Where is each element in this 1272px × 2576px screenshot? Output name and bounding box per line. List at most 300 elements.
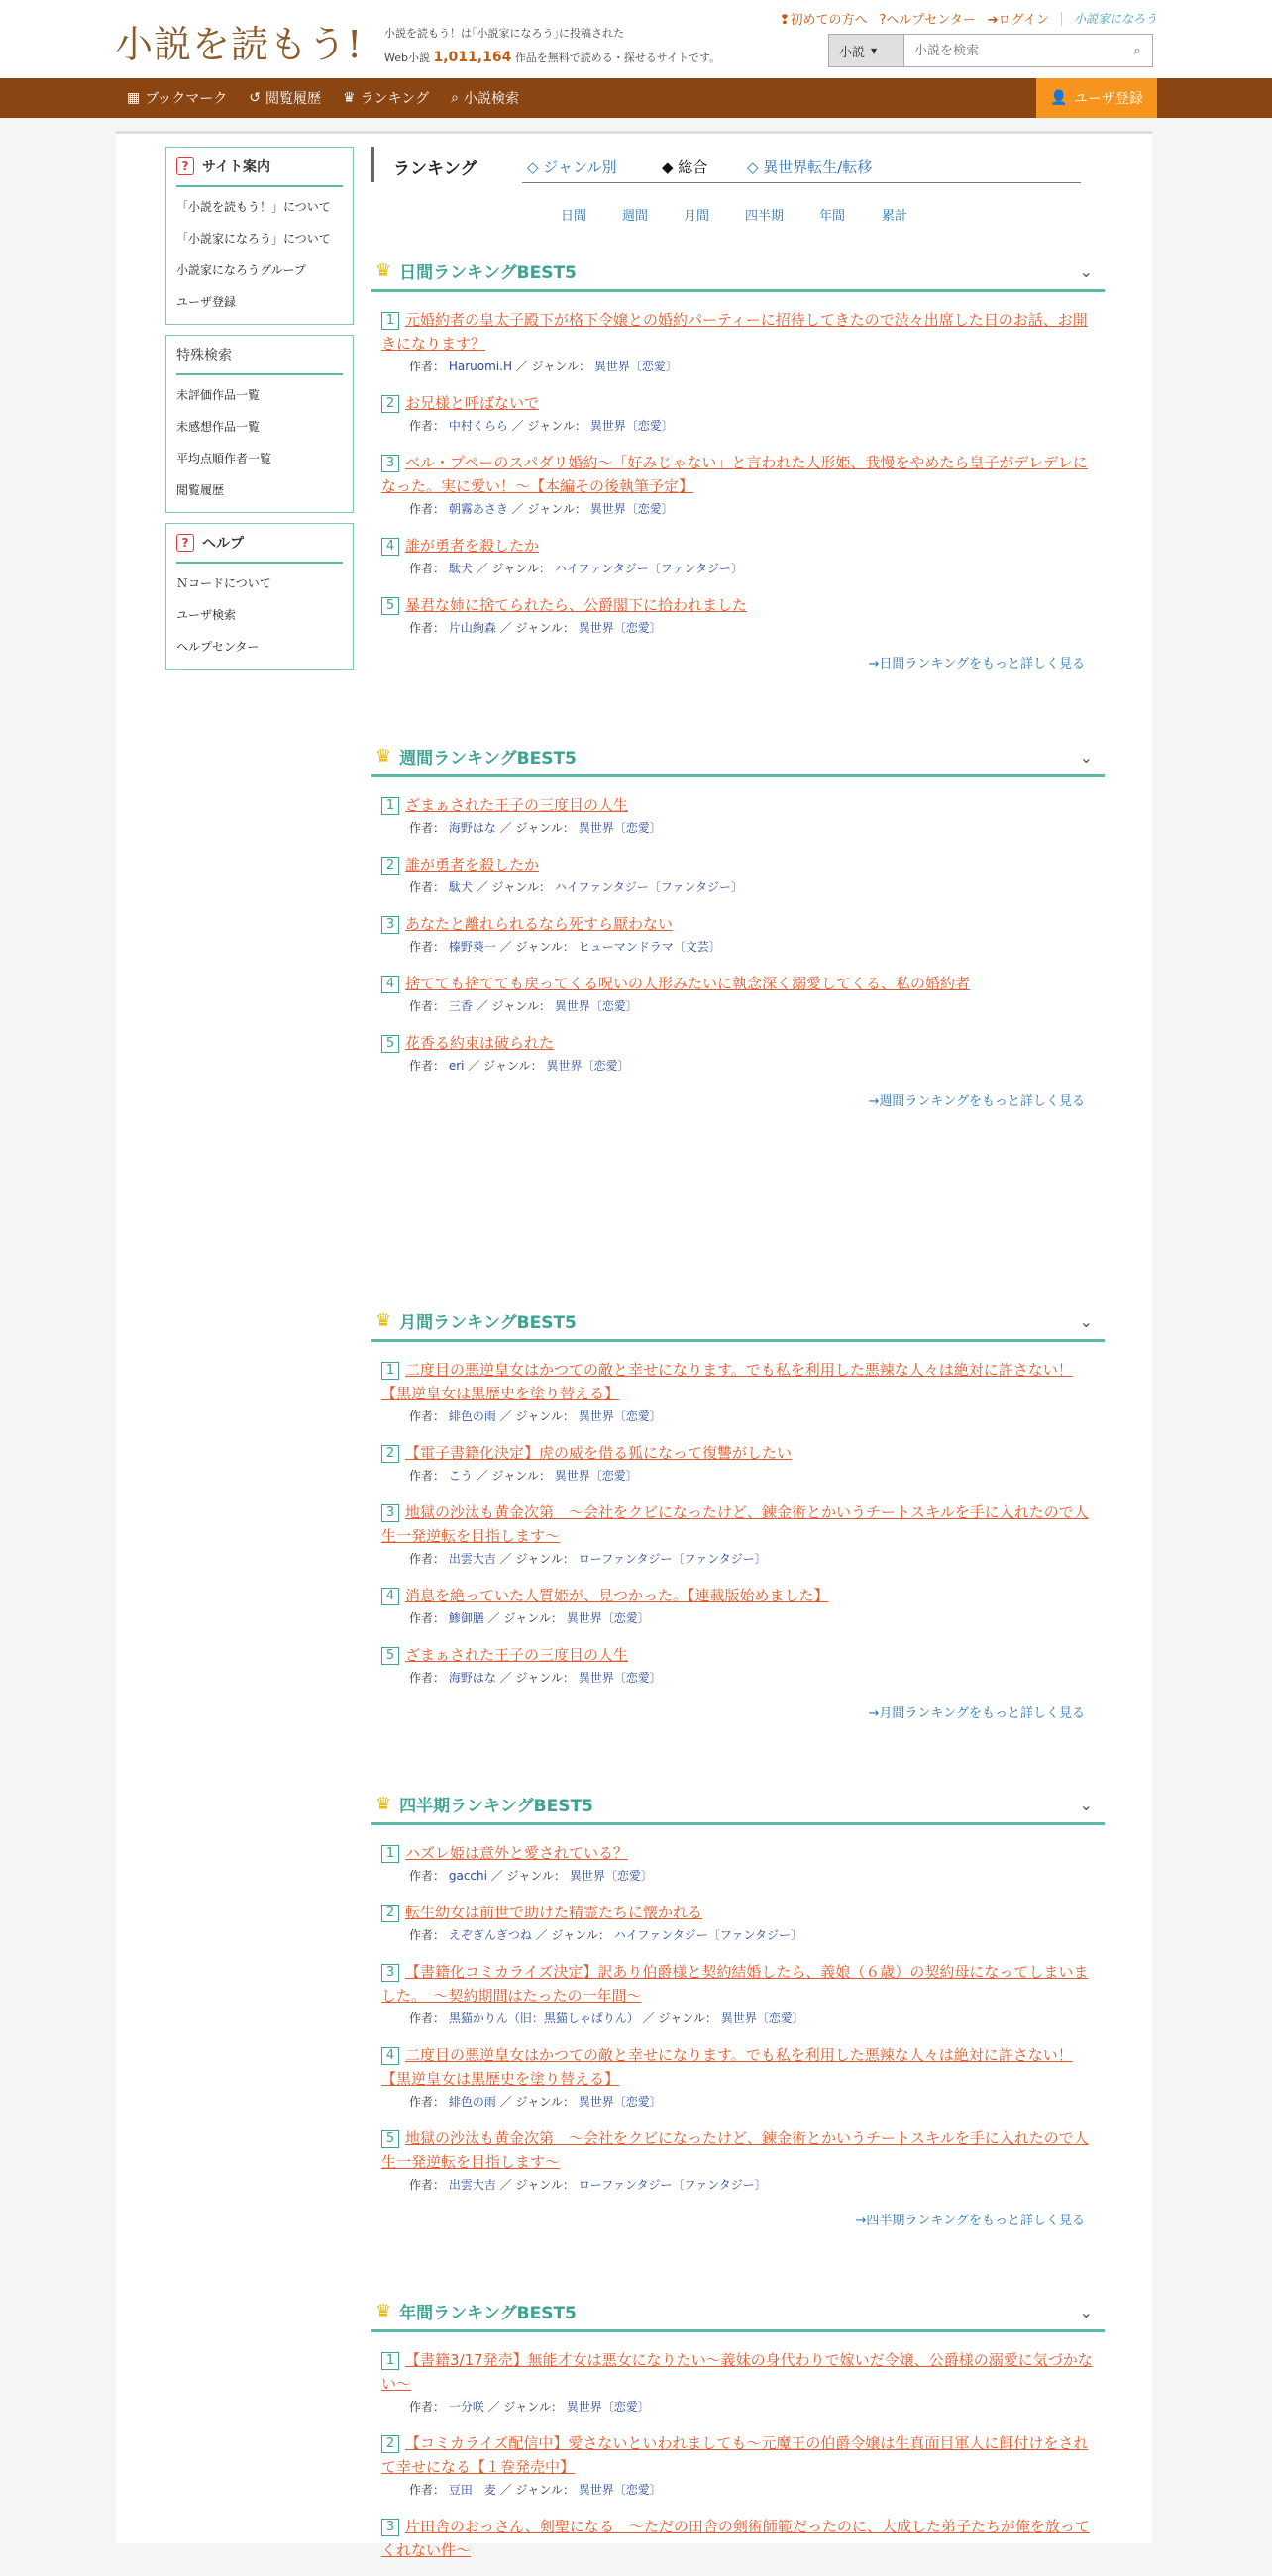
- novel-title-link[interactable]: 【書籍化コミカライズ決定】訳あり伯爵様と契約結婚したら、義娘（６歳）の契約母になってしまいました。 ～契約期間はたったの一年間～: [381, 1963, 1089, 2005]
- more-ranking-link[interactable]: →週間ランキングをもっと詳しく見る: [868, 1094, 1085, 1109]
- genre-label: ジャンル：: [491, 1469, 551, 1483]
- tagline-prefix: Web小説: [384, 52, 430, 64]
- rank-badge: 1: [381, 312, 399, 330]
- period-cumulative[interactable]: 累計: [882, 209, 908, 224]
- user-icon: 👤: [1050, 90, 1068, 106]
- genre-link[interactable]: 異世界〔恋愛〕: [578, 821, 662, 835]
- novel-meta: 作者： 鯵御膳 ／ ジャンル： 異世界〔恋愛〕: [409, 1611, 650, 1625]
- rank-line: [381, 1500, 1095, 1548]
- novel-meta: 作者： えぞぎんぎつね ／ ジャンル： ハイファンタジー〔ファンタジー〕: [409, 1928, 802, 1942]
- rank-badge: 2: [381, 395, 399, 413]
- site-guide-title-text: サイト案内: [202, 159, 271, 175]
- tagline-suffix: 作品を無料で読める・探せるサイトです。: [514, 52, 721, 64]
- rank-badge: 3: [381, 2519, 399, 2536]
- search-input[interactable]: [904, 35, 1122, 66]
- author-label: 作者：: [409, 2400, 446, 2414]
- novel-title-link[interactable]: ベル・プペーのスパダリ婚約～「好みじゃない」と言われた人形姫、我慢をやめたら皇子がデレデレになった。実に愛い！～【本編その後執筆予定】: [381, 454, 1088, 495]
- genre-link[interactable]: ハイファンタジー〔ファンタジー〕: [613, 1928, 802, 1942]
- rank-line: [381, 2043, 1095, 2091]
- tab-overall[interactable]: ◆ 総合: [662, 158, 708, 176]
- crown-icon: ♛: [375, 746, 392, 767]
- author-link[interactable]: 一分咲: [448, 2400, 484, 2414]
- author-link[interactable]: えぞぎんぎつね: [448, 1928, 532, 1942]
- author-label: 作者：: [409, 999, 446, 1013]
- novel-title-link[interactable]: 消息を絶っていた人質姫が、見つかった。【連載版始めました】: [405, 1587, 829, 1604]
- ranking-list: [371, 2332, 1105, 2562]
- genre-link[interactable]: ローファンタジー〔ファンタジー〕: [578, 1552, 767, 1566]
- novel-meta: 作者： gacchi ／ ジャンル： 異世界〔恋愛〕: [409, 1869, 653, 1883]
- more-ranking-link[interactable]: →四半期ランキングをもっと詳しく見る: [855, 2214, 1085, 2228]
- genre-label: ジャンル：: [491, 999, 551, 1013]
- user-register-label: ユーザ登録: [1073, 91, 1143, 107]
- crown-icon: ♛: [343, 90, 356, 106]
- author-link[interactable]: gacchi: [448, 1869, 487, 1883]
- ranking-section: [371, 2293, 1105, 2576]
- login-label: ログイン: [998, 13, 1049, 28]
- author-link[interactable]: 緋色の雨: [448, 2095, 496, 2109]
- rank-line: [381, 793, 1095, 817]
- sidebar-item-user-search[interactable]: ユーザ検索: [176, 608, 237, 622]
- novel-title-link[interactable]: 転生幼女は前世で助けた精霊たちに懐かれる: [405, 1904, 703, 1921]
- genre-label: ジャンル：: [491, 880, 551, 894]
- more-ranking-row: [371, 1702, 1085, 1721]
- tab-underline: [522, 182, 1081, 183]
- rank-line: [381, 2348, 1095, 2396]
- novel-meta: 作者： 一分咲 ／ ジャンル： 異世界〔恋愛〕: [409, 2400, 650, 2414]
- period-weekly[interactable]: 週間: [622, 209, 649, 224]
- ranking-list: [371, 1825, 1105, 2196]
- genre-link[interactable]: 異世界〔恋愛〕: [578, 1671, 662, 1685]
- rank-badge: 2: [381, 1905, 399, 1922]
- search-category-select[interactable]: [829, 35, 904, 66]
- novel-title-link[interactable]: 地獄の沙汰も黄金次第 ～会社をクビになったけど、錬金術とかいうチートスキルを手に入れたので人生一発逆転を目指します～: [381, 2129, 1089, 2171]
- novel-title-link[interactable]: 【書籍3/17発売】無能才女は悪女になりたい～義妹の身代わりで嫁いだ令嬢、公爵様の溺愛に気づかない～: [381, 2351, 1093, 2393]
- list-item: [381, 534, 1095, 579]
- rank-badge: 2: [381, 857, 399, 875]
- login-link[interactable]: [988, 9, 1049, 28]
- genre-label: ジャンル：: [515, 821, 575, 835]
- period-yearly[interactable]: 年間: [819, 209, 846, 224]
- ranking-section: [371, 738, 1105, 1109]
- period-daily[interactable]: 日間: [561, 209, 587, 224]
- rank-line: [381, 1901, 1095, 1924]
- search-icon: ⌕: [451, 90, 459, 106]
- help-title-text: ヘルプ: [202, 536, 244, 552]
- rank-badge: 5: [381, 2130, 399, 2148]
- author-link[interactable]: 朝霧あさき: [448, 502, 508, 516]
- crown-icon: ♛: [375, 1794, 392, 1814]
- list-item: [381, 2126, 1095, 2196]
- rank-badge: 5: [381, 1647, 399, 1665]
- author-label: 作者：: [409, 2483, 446, 2497]
- question-icon: ?: [879, 13, 887, 28]
- sidebar-item-help-center[interactable]: ヘルプセンター: [176, 640, 260, 654]
- novel-title-link[interactable]: 誰が勇者を殺したか: [405, 856, 540, 874]
- author-link[interactable]: 海野はな: [448, 821, 496, 835]
- section-title: 日間ランキングBEST5: [399, 263, 577, 283]
- author-label: 作者：: [409, 1671, 446, 1685]
- novel-title-link[interactable]: 花香る約束は破られた: [405, 1034, 555, 1052]
- ranking-list: [371, 1342, 1105, 1689]
- genre-link[interactable]: 異世界〔恋愛〕: [589, 419, 674, 433]
- list-item: [381, 1500, 1095, 1570]
- rank-badge: 3: [381, 455, 399, 472]
- rank-badge: 1: [381, 1845, 399, 1863]
- genre-link[interactable]: 異世界〔恋愛〕: [566, 2400, 650, 2414]
- novel-title-link[interactable]: 二度目の悪逆皇女はかつての敵と幸せになります。でも私を利用した悪辣な人々は絶対に許さない！【黒逆皇女は黒歴史を塗り替える】: [381, 2046, 1073, 2088]
- novel-title-link[interactable]: 暴君な姉に捨てられたら、公爵閣下に拾われました: [405, 596, 748, 614]
- rank-line: [381, 2126, 1095, 2174]
- novel-title-link[interactable]: 片田舎のおっさん、剣聖になる ～ただの田舎の剣術師範だったのに、大成した弟子たちが俺を放ってくれない件～: [381, 2518, 1090, 2559]
- author-link[interactable]: 出雲大吉: [448, 2178, 496, 2192]
- list-item: [381, 1031, 1095, 1077]
- list-item: [381, 793, 1095, 839]
- author-label: 作者：: [409, 1409, 446, 1423]
- novel-meta: 作者： eri ／ ジャンル： 異世界〔恋愛〕: [409, 1059, 630, 1073]
- ranking-list: [371, 292, 1105, 639]
- list-item: [381, 593, 1095, 639]
- ranking-section: [371, 1302, 1105, 1721]
- author-link[interactable]: 鯵御膳: [448, 1611, 484, 1625]
- list-item: [381, 1960, 1095, 2029]
- author-label: 作者：: [409, 419, 446, 433]
- genre-link[interactable]: 異世界〔恋愛〕: [578, 2095, 662, 2109]
- novel-title-link[interactable]: 地獄の沙汰も黄金次第 ～会社をクビになったけど、錬金術とかいうチートスキルを手に入れたので人生一発逆転を目指します～: [381, 1503, 1089, 1545]
- question-icon: ?: [176, 534, 194, 552]
- novel-meta: 作者： こう ／ ジャンル： 異世界〔恋愛〕: [409, 1469, 638, 1483]
- sidebar-special-search-title: 特殊検索: [176, 336, 343, 375]
- genre-link[interactable]: 異世界〔恋愛〕: [578, 621, 662, 635]
- author-link[interactable]: 緋色の雨: [448, 1409, 496, 1423]
- search-category-value: 小説: [839, 45, 866, 60]
- novel-meta: 作者： 豆田 麦 ／ ジャンル： 異世界〔恋愛〕: [409, 2483, 662, 2497]
- tab-isekai[interactable]: ◇ 異世界転生/転移: [747, 158, 873, 176]
- list-item: [381, 308, 1095, 377]
- list-item: [381, 1643, 1095, 1689]
- grid-icon: ▦: [127, 90, 141, 106]
- list-item: [381, 2043, 1095, 2112]
- novel-meta: 作者： 海野はな ／ ジャンル： 異世界〔恋愛〕: [409, 1671, 662, 1685]
- rank-badge: 4: [381, 2047, 399, 2065]
- rank-line: [381, 1643, 1095, 1667]
- author-link[interactable]: 中村くらら: [448, 419, 508, 433]
- author-label: 作者：: [409, 562, 446, 575]
- novel-meta: 作者： 海野はな ／ ジャンル： 異世界〔恋愛〕: [409, 821, 662, 835]
- rank-badge: 1: [381, 1362, 399, 1380]
- genre-link[interactable]: 異世界〔恋愛〕: [546, 1059, 630, 1073]
- chevron-down-icon[interactable]: ⌄: [1079, 1796, 1093, 1814]
- section-title: 週間ランキングBEST5: [399, 749, 577, 769]
- author-label: 作者：: [409, 880, 446, 894]
- rank-badge: 3: [381, 1504, 399, 1522]
- genre-link[interactable]: 異世界〔恋愛〕: [569, 1869, 653, 1883]
- author-link[interactable]: 出雲大吉: [448, 1552, 496, 1566]
- more-ranking-link[interactable]: →月間ランキングをもっと詳しく見る: [868, 1706, 1085, 1721]
- rank-line: [381, 972, 1095, 995]
- rank-line: [381, 593, 1095, 617]
- genre-label: ジャンル：: [527, 419, 586, 433]
- sidebar-item-ncode[interactable]: Ｎコードについて: [176, 576, 271, 590]
- genre-link[interactable]: 異世界〔恋愛〕: [578, 1409, 662, 1423]
- genre-label: ジャンル：: [515, 2178, 575, 2192]
- author-label: 作者：: [409, 2095, 446, 2109]
- author-link[interactable]: eri: [448, 1059, 465, 1073]
- period-quarterly[interactable]: 四半期: [745, 209, 785, 224]
- tab-genre[interactable]: ◇ ジャンル別: [527, 158, 617, 176]
- novel-meta: 作者： 黒猫かりん（旧：黒猫しゃぱりん） ／ ジャンル： 異世界〔恋愛〕: [409, 2011, 804, 2025]
- tagline-line1: 小説を読もう！は｢小説家になろう｣に投稿された: [384, 27, 624, 40]
- genre-link[interactable]: 異世界〔恋愛〕: [593, 360, 678, 373]
- author-link[interactable]: 三香: [448, 999, 473, 1013]
- list-item: [381, 451, 1095, 520]
- genre-link[interactable]: 異世界〔恋愛〕: [589, 502, 674, 516]
- genre-label: ジャンル：: [503, 2400, 563, 2414]
- author-link[interactable]: 片山絢森: [448, 621, 496, 635]
- chevron-down-icon[interactable]: ⌄: [1079, 748, 1093, 767]
- list-item: [381, 1841, 1095, 1887]
- novel-title-link[interactable]: 【電子書籍化決定】虎の威を借る狐になって復讐がしたい: [405, 1444, 793, 1462]
- sidebar-help: [165, 523, 354, 670]
- rank-badge: 4: [381, 1588, 399, 1605]
- rank-badge: 1: [381, 2352, 399, 2370]
- novel-title-link[interactable]: あなたと離れられるなら死すら厭わない: [405, 915, 674, 933]
- sidebar-item-no-impressions[interactable]: 未感想作品一覧: [176, 420, 261, 434]
- author-label: 作者：: [409, 1552, 446, 1566]
- genre-link[interactable]: ハイファンタジー〔ファンタジー〕: [554, 880, 743, 894]
- section-header[interactable]: [371, 2293, 1105, 2332]
- sidebar-item-about-narou[interactable]: 「小説家になろう」について: [176, 232, 331, 246]
- ranking-section: [371, 253, 1105, 671]
- rank-line: [381, 2431, 1095, 2479]
- more-ranking-row: [371, 2210, 1085, 2228]
- genre-label: ジャンル：: [658, 2011, 717, 2025]
- genre-link[interactable]: ヒューマンドラマ〔文芸〕: [578, 940, 721, 954]
- author-link[interactable]: 駄犬: [448, 562, 473, 575]
- list-item: [381, 853, 1095, 898]
- author-label: 作者：: [409, 621, 446, 635]
- author-link[interactable]: 駄犬: [448, 880, 473, 894]
- novel-title-link[interactable]: 元婚約者の皇太子殿下が格下令嬢との婚約パーティーに招待してきたので渋々出席した日のお話、お開きになります？: [381, 311, 1088, 353]
- page-title: ランキング: [393, 159, 477, 179]
- author-link[interactable]: 海野はな: [448, 1671, 496, 1685]
- genre-link[interactable]: ハイファンタジー〔ファンタジー〕: [554, 562, 743, 575]
- list-item: [381, 1358, 1095, 1427]
- sidebar: [165, 147, 354, 679]
- rank-badge: 5: [381, 597, 399, 615]
- crown-icon: ♛: [375, 260, 392, 281]
- genre-label: ジャンル：: [515, 940, 575, 954]
- genre-label: ジャンル：: [515, 1409, 575, 1423]
- genre-link[interactable]: 異世界〔恋愛〕: [554, 999, 638, 1013]
- nav-ranking[interactable]: [343, 88, 429, 108]
- genre-label: ジャンル：: [491, 562, 551, 575]
- novel-title-link[interactable]: ハズレ姫は意外と愛されている？: [405, 1844, 629, 1862]
- rank-badge: 2: [381, 1445, 399, 1463]
- novel-meta: 作者： 緋色の雨 ／ ジャンル： 異世界〔恋愛〕: [409, 2095, 662, 2109]
- tagline-line2: [384, 46, 720, 70]
- search-icon[interactable]: ⌕: [1133, 43, 1141, 58]
- period-monthly[interactable]: 月間: [684, 209, 710, 224]
- author-label: 作者：: [409, 1469, 446, 1483]
- author-label: 作者：: [409, 1928, 446, 1942]
- author-label: 作者：: [409, 2011, 446, 2025]
- sidebar-special-search: [165, 335, 354, 513]
- genre-label: ジャンル：: [503, 1611, 563, 1625]
- author-link[interactable]: こう: [448, 1469, 473, 1483]
- rank-line: [381, 1960, 1095, 2008]
- chevron-down-icon[interactable]: ⌄: [1079, 2303, 1093, 2321]
- novel-meta: 作者： 片山絢森 ／ ジャンル： 異世界〔恋愛〕: [409, 621, 662, 635]
- novel-meta: 作者： 朝霧あさき ／ ジャンル： 異世界〔恋愛〕: [409, 502, 674, 516]
- genre-link[interactable]: 異世界〔恋愛〕: [554, 1469, 638, 1483]
- rank-badge: 4: [381, 538, 399, 556]
- nav-history-label: 閲覧履歴: [265, 91, 321, 107]
- login-icon: ➔: [987, 13, 999, 28]
- work-count: 1,011,164: [433, 50, 512, 65]
- novel-meta: 作者： 緋色の雨 ／ ジャンル： 異世界〔恋愛〕: [409, 1409, 662, 1423]
- history-icon: ↺: [249, 90, 261, 106]
- user-register-button[interactable]: [1036, 78, 1157, 118]
- crown-icon: ♛: [375, 2301, 392, 2321]
- rank-line: [381, 534, 1095, 558]
- sidebar-item-register[interactable]: ユーザ登録: [176, 295, 237, 309]
- chevron-down-icon[interactable]: ⌄: [1079, 262, 1093, 281]
- list-item: [381, 972, 1095, 1017]
- nav-ranking-label: ランキング: [360, 91, 430, 107]
- nav-search[interactable]: [451, 88, 519, 108]
- rank-line: [381, 1031, 1095, 1055]
- author-label: 作者：: [409, 1869, 446, 1883]
- list-item: [381, 2348, 1095, 2418]
- ranking-list: [371, 777, 1105, 1077]
- novel-title-link[interactable]: 二度目の悪逆皇女はかつての敵と幸せになります。でも私を利用した悪辣な人々は絶対に許さない！【黒逆皇女は黒歴史を塗り替える】: [381, 1361, 1073, 1402]
- ranking-tabs: [371, 147, 1081, 182]
- rank-line: [381, 1358, 1095, 1405]
- rank-line: [381, 2515, 1095, 2562]
- crown-icon: ♛: [375, 1310, 392, 1331]
- novel-title-link[interactable]: 【コミカライズ配信中】愛さないといわれましても～元魔王の伯爵令嬢は生真面目軍人に餌付けをされて幸せになる【１巻発売中】: [381, 2434, 1089, 2476]
- rank-line: [381, 912, 1095, 936]
- narou-brand-link[interactable]: 小説家になろう: [1073, 12, 1157, 26]
- list-item: [381, 1441, 1095, 1487]
- novel-meta: 作者： 出雲大吉 ／ ジャンル： ローファンタジー〔ファンタジー〕: [409, 1552, 767, 1566]
- list-item: [381, 2515, 1095, 2562]
- author-label: 作者：: [409, 940, 446, 954]
- rank-badge: 3: [381, 1964, 399, 1982]
- genre-label: ジャンル：: [551, 1928, 610, 1942]
- novel-meta: 作者： 駄犬 ／ ジャンル： ハイファンタジー〔ファンタジー〕: [409, 562, 743, 575]
- genre-label: ジャンル：: [506, 1869, 567, 1883]
- genre-label: ジャンル：: [483, 1059, 543, 1073]
- author-label: 作者：: [409, 2178, 446, 2192]
- novel-title-link[interactable]: ざまぁされた王子の三度目の人生: [405, 796, 629, 814]
- section-title: 年間ランキングBEST5: [399, 2304, 577, 2323]
- novel-title-link[interactable]: ざまぁされた王子の三度目の人生: [405, 1646, 629, 1664]
- novel-title-link[interactable]: お兄様と呼ばないで: [405, 394, 540, 412]
- section-header[interactable]: [371, 1786, 1105, 1825]
- chevron-down-icon[interactable]: ⌄: [1079, 1312, 1093, 1331]
- novel-meta: 作者： 出雲大吉 ／ ジャンル： ローファンタジー〔ファンタジー〕: [409, 2178, 767, 2192]
- author-label: 作者：: [409, 1059, 446, 1073]
- nav-history[interactable]: [249, 88, 321, 108]
- genre-link[interactable]: ローファンタジー〔ファンタジー〕: [578, 2178, 767, 2192]
- question-icon: ?: [176, 157, 194, 175]
- novel-meta: 作者： 中村くらら ／ ジャンル： 異世界〔恋愛〕: [409, 419, 674, 433]
- rank-line: [381, 1841, 1095, 1865]
- genre-link[interactable]: 異世界〔恋愛〕: [566, 1611, 650, 1625]
- novel-title-link[interactable]: 誰が勇者を殺したか: [405, 537, 540, 555]
- rank-line: [381, 1441, 1095, 1465]
- rank-badge: 4: [381, 976, 399, 993]
- author-label: 作者：: [409, 821, 446, 835]
- list-item: [381, 1901, 1095, 1946]
- sidebar-item-history[interactable]: 閲覧履歴: [176, 483, 225, 497]
- rank-line: [381, 853, 1095, 876]
- sidebar-site-guide: [165, 147, 354, 325]
- sidebar-site-guide-title: [176, 148, 343, 187]
- genre-label: ジャンル：: [515, 1552, 575, 1566]
- genre-label: ジャンル：: [527, 502, 586, 516]
- genre-link[interactable]: 異世界〔恋愛〕: [720, 2011, 804, 2025]
- novel-meta: 作者： 駄犬 ／ ジャンル： ハイファンタジー〔ファンタジー〕: [409, 880, 743, 894]
- more-ranking-link[interactable]: →日間ランキングをもっと詳しく見る: [868, 657, 1085, 671]
- search-bar: [828, 34, 1153, 67]
- first-time-link[interactable]: [780, 9, 868, 28]
- sidebar-item-about-yomou[interactable]: 「小説を読もう！」について: [176, 200, 331, 214]
- section-header[interactable]: [371, 253, 1105, 292]
- author-link[interactable]: 豆田 麦: [448, 2483, 496, 2497]
- rank-badge: 3: [381, 916, 399, 934]
- more-ranking-row: [371, 653, 1085, 671]
- author-label: 作者：: [409, 1611, 446, 1625]
- sidebar-item-narou-group[interactable]: 小説家になろうグループ: [176, 263, 307, 277]
- section-header[interactable]: [371, 1302, 1105, 1342]
- sidebar-item-unrated[interactable]: 未評価作品一覧: [176, 388, 261, 402]
- first-time-label: 初めての方へ: [790, 13, 868, 28]
- author-label: 作者：: [409, 360, 446, 373]
- help-center-link[interactable]: [879, 9, 975, 28]
- rank-line: [381, 451, 1095, 498]
- rank-badge: 1: [381, 797, 399, 815]
- author-link[interactable]: 黒猫かりん（旧：黒猫しゃぱりん）: [448, 2011, 639, 2025]
- help-center-label: ヘルプセンター: [886, 13, 976, 28]
- book-icon: ❢: [779, 13, 791, 28]
- genre-label: ジャンル：: [531, 360, 591, 373]
- sidebar-item-average-authors[interactable]: 平均点順作者一覧: [176, 452, 272, 465]
- list-item: [381, 1584, 1095, 1629]
- nav-bookmark[interactable]: [127, 88, 227, 108]
- rank-line: [381, 308, 1095, 356]
- list-item: [381, 391, 1095, 437]
- author-link[interactable]: 榛野葵一: [448, 940, 496, 954]
- nav-bookmark-label: ブックマーク: [145, 91, 228, 107]
- novel-title-link[interactable]: 捨てても捨てても戻ってくる呪いの人形みたいに執念深く溺愛してくる、私の婚約者: [405, 975, 971, 992]
- novel-meta: 作者： 榛野葵一 ／ ジャンル： ヒューマンドラマ〔文芸〕: [409, 940, 721, 954]
- author-link[interactable]: Haruomi.H: [448, 360, 512, 373]
- rank-line: [381, 391, 1095, 415]
- genre-link[interactable]: 異世界〔恋愛〕: [578, 2483, 662, 2497]
- nav-search-label: 小説検索: [464, 91, 519, 107]
- more-ranking-row: [371, 1090, 1085, 1109]
- section-header[interactable]: [371, 738, 1105, 777]
- rank-badge: 5: [381, 1035, 399, 1053]
- site-logo[interactable]: 小説を読もう!: [115, 23, 364, 66]
- divider: [1061, 12, 1062, 26]
- list-item: [381, 912, 1095, 958]
- main-nav: [0, 78, 1272, 118]
- genre-label: ジャンル：: [515, 2483, 575, 2497]
- site-header: [0, 0, 1272, 78]
